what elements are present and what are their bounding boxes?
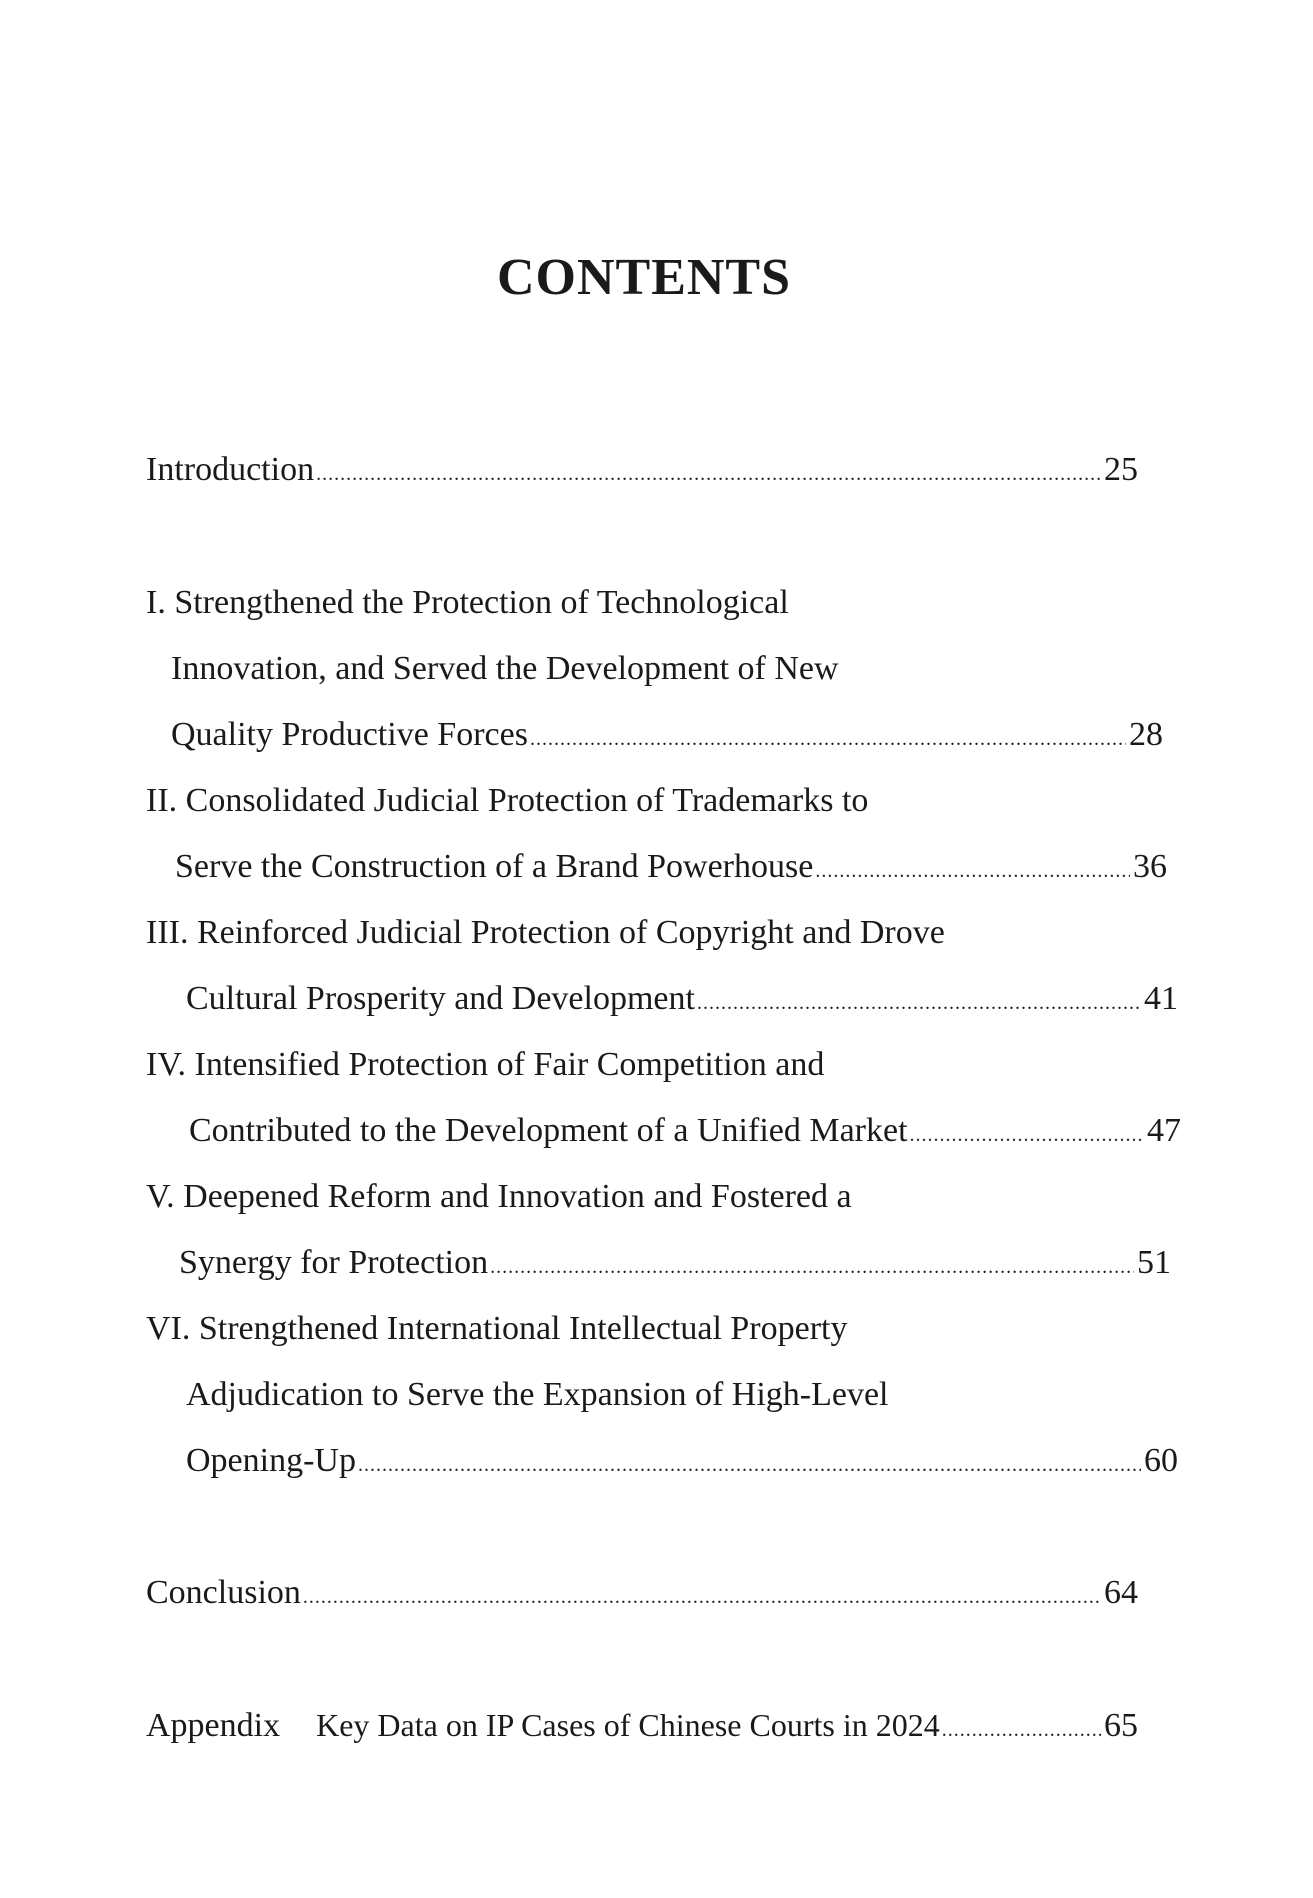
toc-entry-text: Cultural Prosperity and Development	[186, 980, 695, 1017]
toc-entry-text: I. Strengthened the Protection of Technological	[146, 584, 789, 621]
toc-entry-section-4-line-2[interactable]	[146, 1106, 1181, 1156]
toc-page-number: 36	[1133, 848, 1167, 885]
toc-entry-text: III. Reinforced Judicial Protection of Copyright and Drove	[146, 914, 945, 951]
toc-page-number: 47	[1147, 1112, 1181, 1149]
toc-entry-section-6-line-2[interactable]	[146, 1370, 1178, 1420]
dot-leader	[303, 1572, 1101, 1622]
toc-entry-introduction[interactable]	[146, 445, 1138, 495]
toc-entry-section-2-line-2[interactable]	[146, 842, 1167, 892]
dot-leader	[490, 1242, 1134, 1292]
appendix-title: Key Data on IP Cases of Chinese Courts in 2024	[316, 1707, 940, 1743]
toc-entry-section-6-line-1[interactable]	[146, 1304, 1138, 1354]
toc-entry-text: IV. Intensified Protection of Fair Competition and	[146, 1046, 825, 1083]
toc-page-number: 28	[1129, 716, 1163, 753]
toc-entry-text: Synergy for Protection	[179, 1244, 489, 1281]
toc-entry-section-1-line-3[interactable]	[146, 710, 1163, 760]
toc-entry-section-5-line-1[interactable]	[146, 1172, 1138, 1222]
toc-entry-text: II. Consolidated Judicial Protection of Trademarks to	[146, 782, 869, 819]
toc-entry-section-6-line-3[interactable]	[146, 1436, 1178, 1486]
toc-entry-text: Adjudication to Serve the Expansion of High-Level	[186, 1376, 889, 1413]
toc-entry-section-1-line-2[interactable]	[146, 644, 1163, 694]
page-title: CONTENTS	[496, 249, 792, 306]
dot-leader	[316, 449, 1101, 499]
toc-entry-text: Conclusion	[146, 1574, 301, 1611]
dot-leader	[815, 846, 1130, 896]
toc-entry-appendix[interactable]	[146, 1700, 1138, 1750]
toc-entry-section-4-line-1[interactable]	[146, 1040, 1138, 1090]
toc-entry-section-1-line-1[interactable]	[146, 578, 1138, 628]
dot-leader	[942, 1705, 1101, 1755]
toc-entry-section-3-line-2[interactable]	[146, 974, 1178, 1024]
toc-entry-section-5-line-2[interactable]	[146, 1238, 1171, 1288]
toc-page-number: 41	[1144, 980, 1178, 1017]
dot-leader	[910, 1110, 1144, 1160]
toc-page-number: 25	[1104, 451, 1138, 488]
toc-entry-text: Contributed to the Development of a Unified Market	[189, 1112, 908, 1149]
appendix-label: Appendix	[146, 1707, 281, 1744]
toc-entry-conclusion[interactable]	[146, 1568, 1138, 1618]
toc-entry-text: Opening-Up	[186, 1442, 356, 1479]
toc-entry-text: Innovation, and Served the Development of New	[171, 650, 839, 687]
toc-page-number: 60	[1144, 1442, 1178, 1479]
dot-leader	[697, 978, 1141, 1028]
toc-entry-section-3-line-1[interactable]	[146, 908, 1138, 958]
toc-entry-text: Quality Productive Forces	[171, 716, 528, 753]
toc-entry-text: Serve the Construction of a Brand Powerhouse	[175, 848, 814, 885]
toc-page-number: 51	[1137, 1244, 1171, 1281]
toc-entry-text: VI. Strengthened International Intellectual Property	[146, 1310, 848, 1347]
toc-entry-section-2-line-1[interactable]	[146, 776, 1138, 826]
toc-entry-text: Introduction	[146, 451, 315, 488]
toc-page-number: 65	[1104, 1707, 1138, 1744]
toc-page-number: 64	[1104, 1574, 1138, 1611]
toc-entry-text: V. Deepened Reform and Innovation and Fostered a	[146, 1178, 852, 1215]
dot-leader	[530, 714, 1126, 764]
dot-leader	[358, 1440, 1141, 1490]
